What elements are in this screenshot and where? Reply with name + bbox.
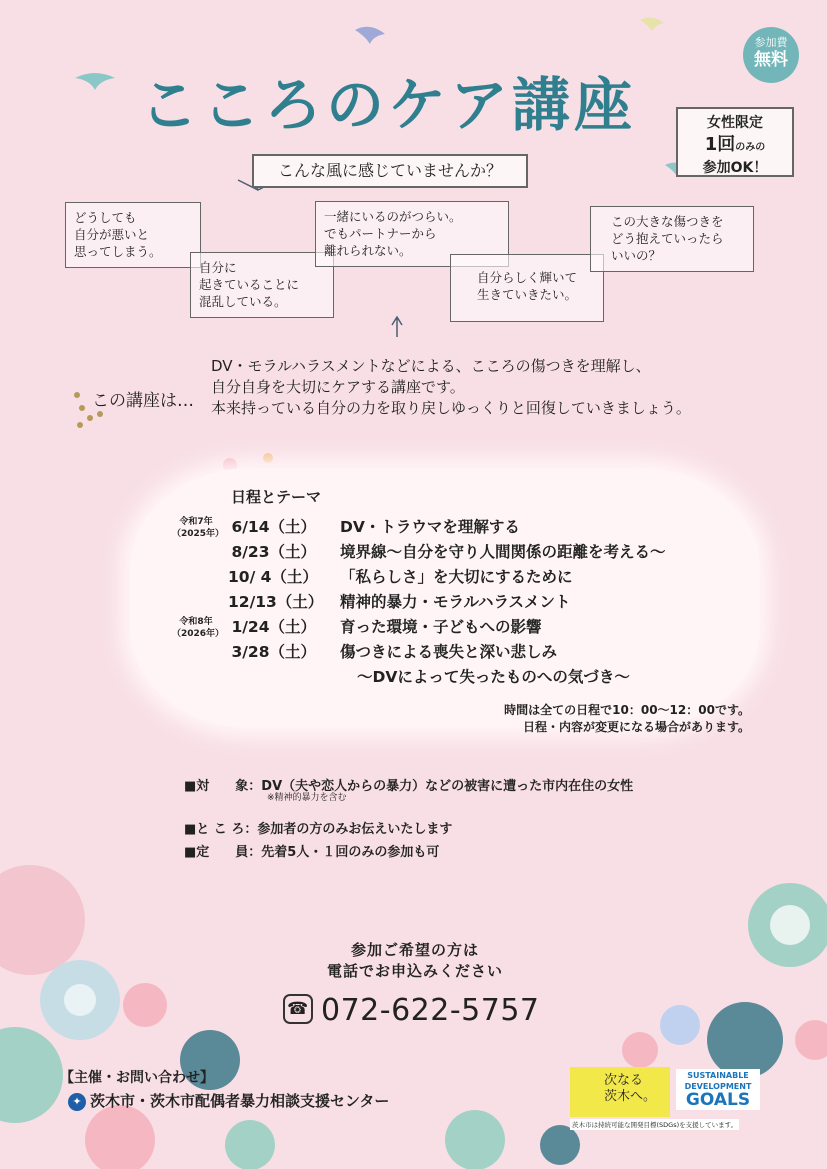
feeling-box-4: 自分らしく輝いて 生きていきたい。 (450, 254, 604, 322)
once-suffix: のみの (735, 142, 766, 153)
phone-icon: ☎ (283, 994, 313, 1024)
schedule-theme: 境界線～自分を守り人間関係の距離を考える～ (340, 543, 666, 561)
women-only-box (676, 107, 794, 177)
fee-label: 参加費 (754, 36, 788, 49)
era-2026-line1: 令和8年 (179, 617, 213, 627)
city-emblem-icon: ✦ (68, 1093, 86, 1111)
schedule-date: 6/14（土） (231, 518, 316, 536)
tsugi-logo (570, 1067, 670, 1117)
schedule-date: 1/24（土） (231, 618, 316, 636)
info-capacity: ■定 員：先着5人・１回のみの参加も可 (184, 845, 440, 860)
about-label: この講座は… (92, 391, 194, 411)
era-2026 (172, 616, 225, 640)
once-label: 1回 (704, 134, 736, 155)
schedule-heading: 日程とテーマ (231, 488, 322, 506)
schedule-theme: 傷つきによる喪失と深い悲しみ (340, 643, 558, 661)
era-2025 (172, 516, 225, 540)
sdgs-line1: SUSTAINABLE (687, 1071, 749, 1080)
info-target: ■対 象：DV（夫や恋人からの暴力）などの被害に遭った市内在住の女性 (184, 779, 634, 794)
apply-line1: 参加ご希望の方は (350, 941, 479, 959)
schedule-notes: 時間は全ての日程で10：00～12：00です。 日程・内容が変更になる場合があります。 (504, 703, 750, 734)
about-text: DV・モラルハラスメントなどによる、こころの傷つきを理解し、 自分自身を大切にケアする講座です。 本来持っている自分の力を取り戻しゆっくりと回復していきましょう。 (211, 357, 691, 417)
sdgs-line3: GOALS (685, 1090, 751, 1110)
organizer-label: 【主催・お問い合わせ】 (60, 1070, 214, 1086)
organizer-name: 茨木市・茨木市配偶者暴力相談支援センター (90, 1092, 390, 1110)
schedule-theme: DV・トラウマを理解する (340, 518, 520, 536)
schedule-theme: 育った環境・子どもへの影響 (340, 618, 542, 636)
schedule-subtheme: ～DVによって失ったものへの気づき～ (357, 668, 630, 686)
page-title: こころのケア講座 (140, 71, 637, 139)
feeling-box-2: 自分に 起きていることに 混乱している。 (190, 252, 334, 318)
sdgs-line2: DEVELOPMENT (684, 1082, 752, 1091)
feeling-box-1: どうしても 自分が悪いと 思ってしまう。 (65, 202, 201, 268)
fee-value: 無料 (754, 50, 788, 70)
sdgs-logo (676, 1069, 760, 1110)
apply-instructions (300, 940, 530, 982)
organizer (68, 1090, 389, 1111)
free-fee-badge (743, 27, 799, 83)
apply-line2: 電話でお申込みください (326, 962, 503, 980)
feeling-box-3: 一緒にいるのがつらい。 でもパートナーから 離れられない。 (315, 201, 509, 267)
era-2025-line2: （2025年） (172, 529, 225, 539)
schedule-theme: 精神的暴力・モラルハラスメント (340, 593, 571, 611)
info-target-note: ※精神的暴力を含む (267, 793, 347, 803)
schedule-date: 10/ 4（土） (228, 568, 318, 586)
sdgs-note: 茨木市は持続可能な開発目標(SDGs)を支援しています。 (572, 1121, 738, 1129)
era-2025-line1: 令和7年 (179, 517, 213, 527)
feeling-box-5: この大きな傷つきを どう抱えていったら いいの？ (590, 206, 754, 272)
women-only-label: 女性限定 (707, 115, 763, 131)
schedule-theme: 「私らしさ」を大切にするために (340, 568, 573, 586)
question-box: こんな風に感じていませんか？ (252, 154, 528, 188)
phone-number[interactable]: 072-622-5757 (321, 993, 540, 1028)
phone-number-block[interactable] (283, 993, 540, 1028)
schedule-date: 8/23（土） (231, 543, 316, 561)
tsugi-line2: 茨木へ。 (604, 1089, 657, 1104)
info-place: ■と こ ろ：参加者の方のみお伝えいたします (184, 822, 453, 837)
tsugi-line1: 次なる (604, 1073, 644, 1088)
participation-ok: 参加OK！ (702, 160, 768, 176)
schedule-date: 3/28（土） (231, 643, 316, 661)
era-2026-line2: （2026年） (172, 629, 225, 639)
schedule-date: 12/13（土） (228, 593, 324, 611)
